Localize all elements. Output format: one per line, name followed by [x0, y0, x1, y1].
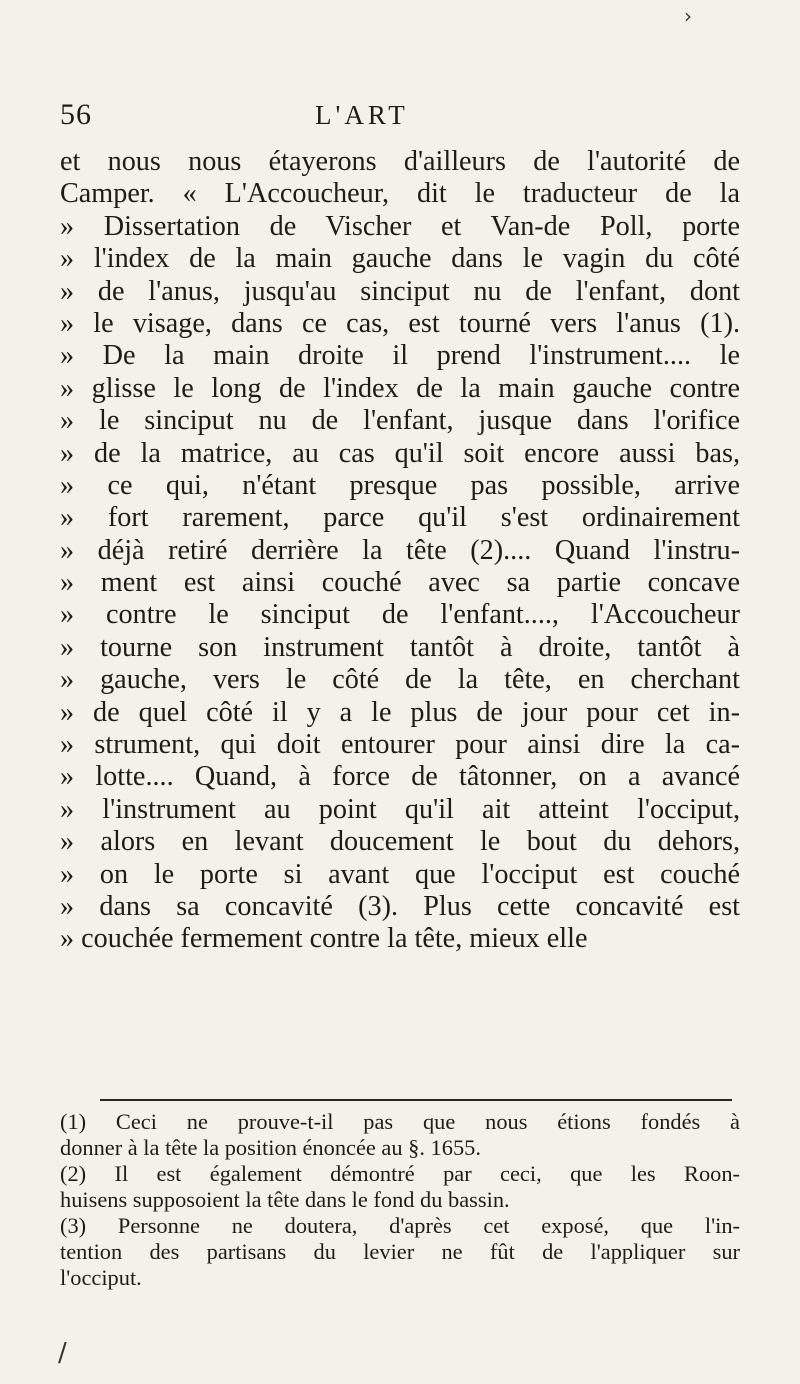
running-title: L'ART	[315, 100, 409, 130]
text-line: Camper. « L'Accoucheur, dit le traducteur de la	[60, 178, 740, 210]
body-text	[60, 146, 740, 956]
text-line: » lotte.... Quand, à force de tâtonner, on a avancé	[60, 761, 740, 793]
footnote-line: huisens supposoient la tête dans le fond du bassin.	[60, 1187, 510, 1212]
footnote-line: (3) Personne ne doutera, d'après cet exposé, que l'in-	[60, 1213, 740, 1238]
text-line: » contre le sinciput de l'enfant...., l'Accoucheur	[60, 599, 740, 631]
margin-mark-top: ›	[684, 4, 692, 28]
text-line: » couchée fermement contre la tête, mieux elle	[60, 923, 588, 955]
text-line: » Dissertation de Vischer et Van-de Poll, porte	[60, 210, 740, 242]
footnote-line: tention des partisans du levier ne fût de l'appliquer sur	[60, 1239, 740, 1264]
footnotes	[60, 1109, 740, 1291]
text-line: » le visage, dans ce cas, est tourné vers l'anus (1).	[60, 307, 740, 339]
text-line: » de l'anus, jusqu'au sinciput nu de l'enfant, dont	[60, 275, 740, 307]
text-line: » gauche, vers le côté de la tête, en cherchant	[60, 664, 740, 696]
text-line: » dans sa concavité (3). Plus cette concavité est	[60, 890, 740, 922]
text-line: » l'index de la main gauche dans le vagin du côté	[60, 243, 740, 275]
text-line: » De la main droite il prend l'instrument.... le	[60, 340, 740, 372]
text-line: » ment est ainsi couché avec sa partie concave	[60, 567, 740, 599]
text-line: » déjà retiré derrière la tête (2).... Quand l'instru-	[60, 534, 740, 566]
text-line: » le sinciput nu de l'enfant, jusque dans l'orifice	[60, 405, 740, 437]
text-line: » on le porte si avant que l'occiput est couché	[60, 858, 740, 890]
page-number: 56	[60, 98, 92, 131]
text-line: » strument, qui doit entourer pour ainsi dire la ca-	[60, 729, 740, 761]
footnote-divider	[100, 1099, 732, 1101]
footnote-line: (1) Ceci ne prouve-t-il pas que nous étions fondés à	[60, 1109, 740, 1134]
footnote-line: (2) Il est également démontré par ceci, que les Roon-	[60, 1161, 740, 1186]
text-line: » de quel côté il y a le plus de jour pour cet in-	[60, 696, 740, 728]
running-head	[60, 98, 740, 134]
text-line: » de la matrice, au cas qu'il soit encore aussi bas,	[60, 437, 740, 469]
footnote-line: l'occiput.	[60, 1265, 142, 1290]
text-line: » alors en levant doucement le bout du dehors,	[60, 826, 740, 858]
margin-mark-bottom: /	[58, 1338, 67, 1368]
text-line: » ce qui, n'étant presque pas possible, arrive	[60, 469, 740, 501]
text-line: » tourne son instrument tantôt à droite, tantôt à	[60, 631, 740, 663]
text-line: et nous nous étayerons d'ailleurs de l'autorité de	[60, 146, 740, 177]
footnote-line: donner à la tête la position énoncée au §. 1655.	[60, 1135, 481, 1160]
text-line: » l'instrument au point qu'il ait atteint l'occiput,	[60, 793, 740, 825]
text-line: » glisse le long de l'index de la main gauche contre	[60, 372, 740, 404]
text-line: » fort rarement, parce qu'il s'est ordinairement	[60, 502, 740, 534]
